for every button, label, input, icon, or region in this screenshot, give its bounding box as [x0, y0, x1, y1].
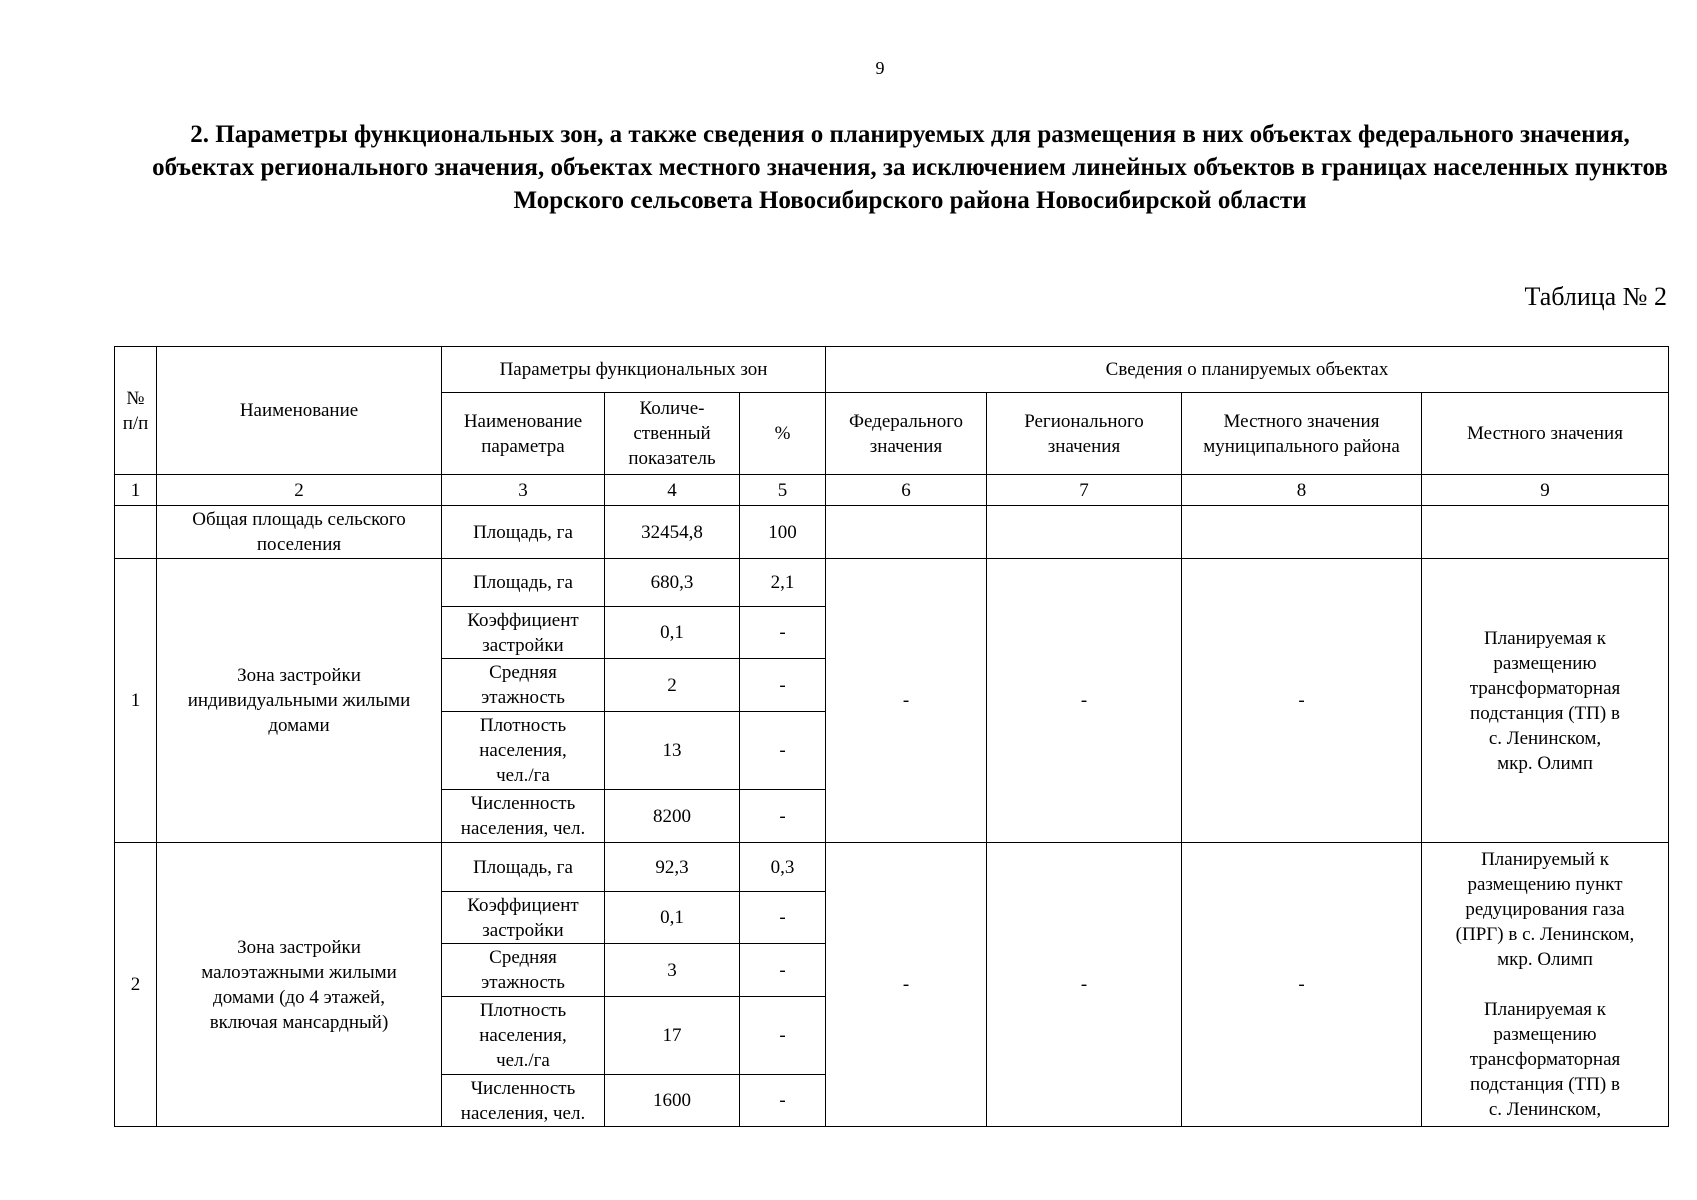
param-value: 0,1	[605, 892, 740, 944]
header-local: Местного значения	[1422, 393, 1669, 475]
header-regional: Регионального значения	[987, 393, 1182, 475]
zone-1-local-objects: Планируемая к размещению трансформаторная подстанция (ТП) в с. Ленинском, мкр. Олимп	[1422, 559, 1669, 843]
zone-2-local-objects	[1422, 843, 1669, 1127]
total-regional-cell	[987, 506, 1182, 559]
zone-2-local-district: -	[1182, 843, 1422, 1127]
header-quantity: Количе- ственный показатель	[605, 393, 740, 475]
param-value: 8200	[605, 790, 740, 843]
param-name: Средняя этажность	[442, 944, 605, 997]
total-local-district-cell	[1182, 506, 1422, 559]
param-name: Коэффициент застройки	[442, 607, 605, 659]
zone-1-row	[115, 559, 1669, 607]
header-objects-group: Сведения о планируемых объектах	[826, 347, 1669, 393]
param-percent: -	[740, 892, 826, 944]
param-name: Коэффициент застройки	[442, 892, 605, 944]
param-percent: -	[740, 790, 826, 843]
col-number: 1	[115, 475, 157, 506]
zone-1-federal: -	[826, 559, 987, 843]
col-number: 4	[605, 475, 740, 506]
header-federal: Федерального значения	[826, 393, 987, 475]
header-local-district: Местного значения муниципального района	[1182, 393, 1422, 475]
col-number: 5	[740, 475, 826, 506]
col-number: 6	[826, 475, 987, 506]
header-name: Наименование	[157, 347, 442, 475]
header-params-group: Параметры функциональных зон	[442, 347, 826, 393]
param-name: Площадь, га	[442, 843, 605, 892]
col-number: 2	[157, 475, 442, 506]
param-name: Средняя этажность	[442, 659, 605, 712]
header-num: № п/п	[115, 347, 157, 475]
local-object-tp: Планируемая к размещению трансформаторная подстанция (ТП) в с. Ленинском,	[1469, 999, 1621, 1120]
total-local-cell	[1422, 506, 1669, 559]
param-name: Плотность населения, чел./га	[442, 712, 605, 790]
zone-2-name: Зона застройки малоэтажными жилыми домами (до 4 этажей, включая мансардный)	[157, 843, 442, 1127]
document-title: 2. Параметры функциональных зон, а также сведения о планируемых для размещения в них объектах федерального значения, объектах регионального значения, объектах местного значения, за исключением линейных объектов в границах населенных пунктов Морского сельсовета Новосибирского района Новосибирской области	[152, 121, 1668, 214]
param-percent: 0,3	[740, 843, 826, 892]
param-value: 13	[605, 712, 740, 790]
zone-2-num: 2	[115, 843, 157, 1127]
zone-1-regional: -	[987, 559, 1182, 843]
param-value: 3	[605, 944, 740, 997]
header-percent: %	[740, 393, 826, 475]
total-federal-cell	[826, 506, 987, 559]
zone-2-row	[115, 843, 1669, 892]
param-value: 92,3	[605, 843, 740, 892]
param-value: 17	[605, 997, 740, 1075]
param-name: Численность населения, чел.	[442, 790, 605, 843]
header-param-name: Наименование параметра	[442, 393, 605, 475]
total-percent: 100	[740, 506, 826, 559]
zone-1-local-district: -	[1182, 559, 1422, 843]
total-row	[115, 506, 1669, 559]
param-value: 2	[605, 659, 740, 712]
param-percent: 2,1	[740, 559, 826, 607]
param-percent: -	[740, 997, 826, 1075]
param-percent: -	[740, 607, 826, 659]
param-percent: -	[740, 1075, 826, 1127]
functional-zones-table	[114, 346, 1669, 1127]
param-name: Площадь, га	[442, 559, 605, 607]
param-percent: -	[740, 659, 826, 712]
page-number: 9	[875, 58, 885, 78]
total-param: Площадь, га	[442, 506, 605, 559]
total-num-cell	[115, 506, 157, 559]
table-label: Таблица № 2	[1524, 282, 1667, 311]
zone-2-regional: -	[987, 843, 1182, 1127]
param-value: 680,3	[605, 559, 740, 607]
zone-1-name: Зона застройки индивидуальными жилыми домами	[157, 559, 442, 843]
total-name: Общая площадь сельского поселения	[157, 506, 442, 559]
param-name: Плотность населения, чел./га	[442, 997, 605, 1075]
param-value: 0,1	[605, 607, 740, 659]
param-name: Численность населения, чел.	[442, 1075, 605, 1127]
col-number: 3	[442, 475, 605, 506]
zone-2-federal: -	[826, 843, 987, 1127]
local-object-prg: Планируемый к размещению пункт редуцирования газа (ПРГ) в с. Ленинском, мкр. Олимп	[1455, 849, 1635, 970]
zone-1-num: 1	[115, 559, 157, 843]
param-percent: -	[740, 944, 826, 997]
col-number: 9	[1422, 475, 1669, 506]
param-percent: -	[740, 712, 826, 790]
param-value: 1600	[605, 1075, 740, 1127]
col-number: 8	[1182, 475, 1422, 506]
col-number: 7	[987, 475, 1182, 506]
total-value: 32454,8	[605, 506, 740, 559]
